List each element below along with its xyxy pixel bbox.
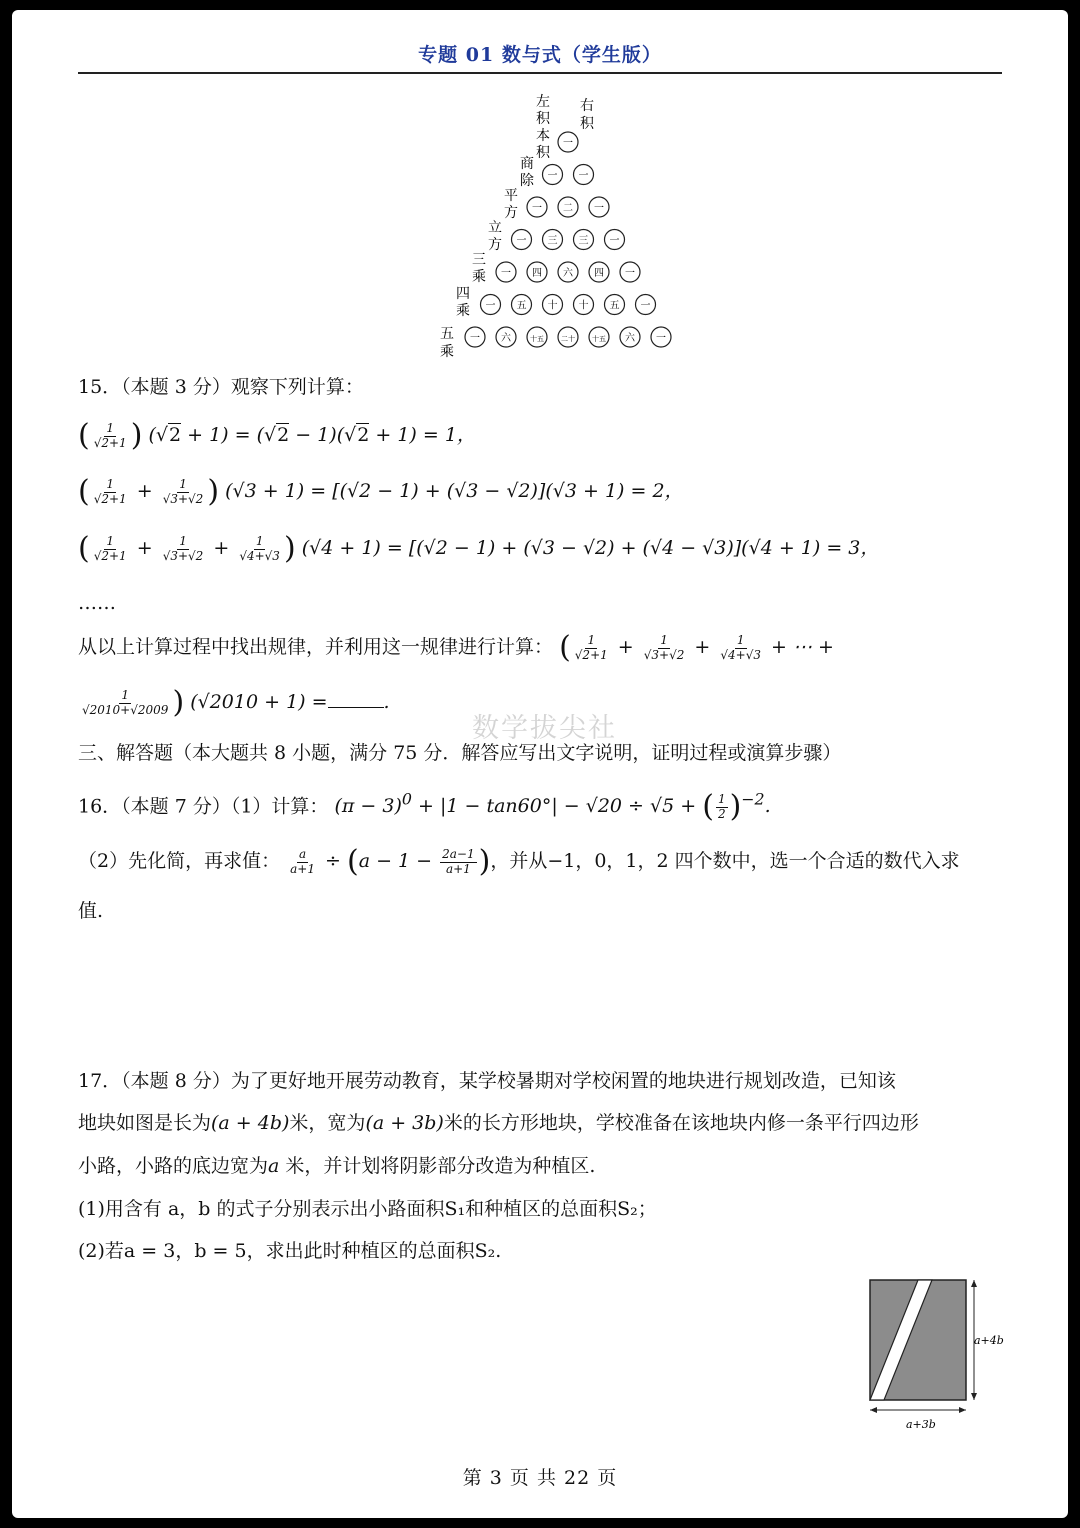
triangle-left-label: 乘 xyxy=(440,344,454,360)
q15-eq3-rhs: = 3， xyxy=(826,537,880,559)
triangle-left-label: 平 xyxy=(504,188,518,204)
height-label: a+4b xyxy=(974,1334,1004,1347)
q17-line3-a: 小路，小路的底边宽为 xyxy=(78,1155,269,1177)
q16-part1: 16．（本题 7 分）（1）计算： $(\pi - 3)^0 + |1 - \tan 60^\circ| - √20 \div √5$ + ( $\frac{1}{2}$ )$^{-2}$. xyxy=(78,789,771,825)
q15-ellipsis: …… xyxy=(78,592,116,614)
page-header-title: 专题 01 数与式（学生版） xyxy=(418,44,662,66)
triangle-left-label: 积 xyxy=(536,111,550,127)
triangle-left-label: 左 xyxy=(536,94,550,110)
triangle-cell-label: 一 xyxy=(501,268,511,279)
q15-equation-3: ( $\frac{1}{√2+1}$ + $\frac{1}{√3+√2}$ + $\frac{1}{√4+√3}$ ) (√4 + 1) = [(√2 − 1) + (√3 − √2) + (√4 − √3)](√4 + 1) = 3， xyxy=(78,531,880,566)
yanghui-triangle-figure xyxy=(407,80,697,370)
triangle-cell-label: 一 xyxy=(578,170,589,182)
page-footer: 第 3 页 共 22 页 xyxy=(462,1467,618,1489)
triangle-cell-label: 三 xyxy=(578,235,589,247)
q17-line2-a: 地块如图是长为 xyxy=(78,1112,212,1134)
q17-line-1: 17．（本题 8 分）为了更好地开展劳动教育，某学校暑期对学校闲置的地块进行规划改造，已知该 xyxy=(78,1070,896,1092)
answer-blank[interactable] xyxy=(328,693,384,708)
q15-answer-equals: = xyxy=(311,691,328,713)
triangle-cell-label: 三 xyxy=(547,235,558,247)
q17-line2-b: 米，宽为 xyxy=(289,1112,366,1134)
triangle-left-label: 本 xyxy=(536,128,550,144)
watermark-text: 数学拔尖社 xyxy=(472,713,617,744)
triangle-left-label: 积 xyxy=(536,145,550,161)
triangle-cell-label: 一 xyxy=(547,170,558,182)
triangle-cell-label: 二 xyxy=(563,203,573,214)
header-rule xyxy=(78,72,1002,74)
triangle-cell-label: 六 xyxy=(563,268,573,279)
q17-line3-b: 米，并计划将阴影部分改造为种植区. xyxy=(279,1155,596,1177)
triangle-cell-label: 一 xyxy=(656,333,666,344)
triangle-left-label: 立 xyxy=(488,220,502,236)
document-page xyxy=(12,10,1068,1518)
q16-part2-tail: ，并从−1，0，1，2 四个数中，选一个合适的数代入求 xyxy=(490,850,960,872)
q17-length-expr: (a + 4b) xyxy=(211,1112,290,1134)
width-arrow-left xyxy=(870,1407,877,1413)
q15-answer-line: $\frac{1}{√2010+√2009}$ ) (√2010 + 1) = . xyxy=(82,685,390,720)
q16-part2-label: （2）先化简，再求值： xyxy=(78,850,281,872)
q15-eq1-rhs: = 1， xyxy=(422,424,476,446)
q16-part1-label: 16．（本题 7 分）（1）计算： xyxy=(78,795,329,818)
triangle-cell-label: 一 xyxy=(640,300,651,312)
q17-width-expr: (a + 3b) xyxy=(365,1112,444,1134)
triangle-cell-label: 十五 xyxy=(530,335,544,343)
triangle-cell-label: 一 xyxy=(516,235,527,247)
triangle-left-label: 乘 xyxy=(456,303,470,319)
q15-intro: 15．（本题 3 分）观察下列计算： xyxy=(78,376,364,398)
triangle-cell-label: 十五 xyxy=(592,335,606,343)
q17-line2-c: 米的长方形地块，学校准备在该地块内修一条平行四边形 xyxy=(443,1112,919,1134)
q15-eq2-rhs: = 2， xyxy=(630,480,684,502)
q15-prompt: 从以上计算过程中找出规律，并利用这一规律进行计算： xyxy=(78,636,554,658)
q17-line3-var: a xyxy=(268,1155,280,1177)
q17-line-5: (2)若a = 3，b = 5，求出此时种植区的总面积S₂. xyxy=(78,1240,502,1262)
width-arrow-right xyxy=(959,1407,966,1413)
triangle-cell-label: 四 xyxy=(594,268,604,279)
triangle-left-label: 三 xyxy=(472,252,486,268)
triangle-cell-label: 四 xyxy=(532,268,542,279)
triangle-cell-label: 一 xyxy=(532,203,542,214)
triangle-left-label: 五 xyxy=(440,326,454,342)
width-label: a+3b xyxy=(906,1418,936,1431)
triangle-right-label: 积 xyxy=(580,116,594,132)
q15-equation-2: ( $\frac{1}{√2+1}$ + $\frac{1}{√3+√2}$ ) (√3 + 1) = [(√2 − 1) + (√3 − √2)](√3 + 1) = 2， xyxy=(78,474,684,509)
triangle-left-label: 乘 xyxy=(472,269,486,285)
triangle-right-label: 右 xyxy=(580,98,594,114)
height-arrow-bottom xyxy=(971,1393,977,1400)
triangle-cell-label: 十 xyxy=(547,300,558,312)
height-arrow-top xyxy=(971,1280,977,1287)
triangle-cell-label: 一 xyxy=(563,138,573,149)
q17-line-3 xyxy=(78,1151,595,1178)
triangle-left-label: 方 xyxy=(488,237,502,253)
triangle-cell-label: 二十 xyxy=(561,335,575,343)
triangle-left-label: 四 xyxy=(456,286,470,302)
triangle-cell-label: 一 xyxy=(625,268,635,279)
triangle-cell-label: 六 xyxy=(501,333,511,344)
triangle-cell-label: 五 xyxy=(516,300,527,312)
triangle-cell-label: 一 xyxy=(594,203,604,214)
plot-rectangle-figure xyxy=(868,1278,1028,1438)
triangle-left-label: 方 xyxy=(504,205,518,221)
q16-part2: （2）先化简，再求值： $\frac{a}{a+1}$ ÷ (a − 1 − $\frac{2a-1}{a+1}$ )，并从−1，0，1，2 四个数中，选一个合适的数代入求 xyxy=(78,844,960,879)
triangle-cell-label: 五 xyxy=(609,300,620,312)
q16-part2-end: 值. xyxy=(78,900,104,922)
q15-prompt-line: 从以上计算过程中找出规律，并利用这一规律进行计算： ( $\frac{1}{√2+1}$ + $\frac{1}{√3+√2}$ + $\frac{1}{√4+√3}$ + ⋯ + xyxy=(78,630,834,665)
triangle-cell-label: 一 xyxy=(470,333,480,344)
triangle-cell-label: 六 xyxy=(625,333,635,344)
section-3-title: 三、解答题（本大题共 8 小题，满分 75 分．解答应写出文字说明，证明过程或演算步骤） xyxy=(78,742,842,764)
triangle-left-label: 除 xyxy=(520,173,534,189)
triangle-cell-label: 一 xyxy=(609,235,620,247)
triangle-cell-label: 一 xyxy=(485,300,496,312)
q17-line-4: (1)用含有 a，b 的式子分别表示出小路面积S₁和种植区的总面积S₂； xyxy=(78,1198,657,1220)
triangle-left-label: 商 xyxy=(520,156,534,172)
q15-equation-1: ( $\frac{1}{√2+1}$ ) (√2 + 1) = (√2 − 1)(√2 + 1) = 1， xyxy=(78,418,476,453)
triangle-cell-label: 十 xyxy=(578,300,589,312)
q17-line-2 xyxy=(78,1108,919,1135)
